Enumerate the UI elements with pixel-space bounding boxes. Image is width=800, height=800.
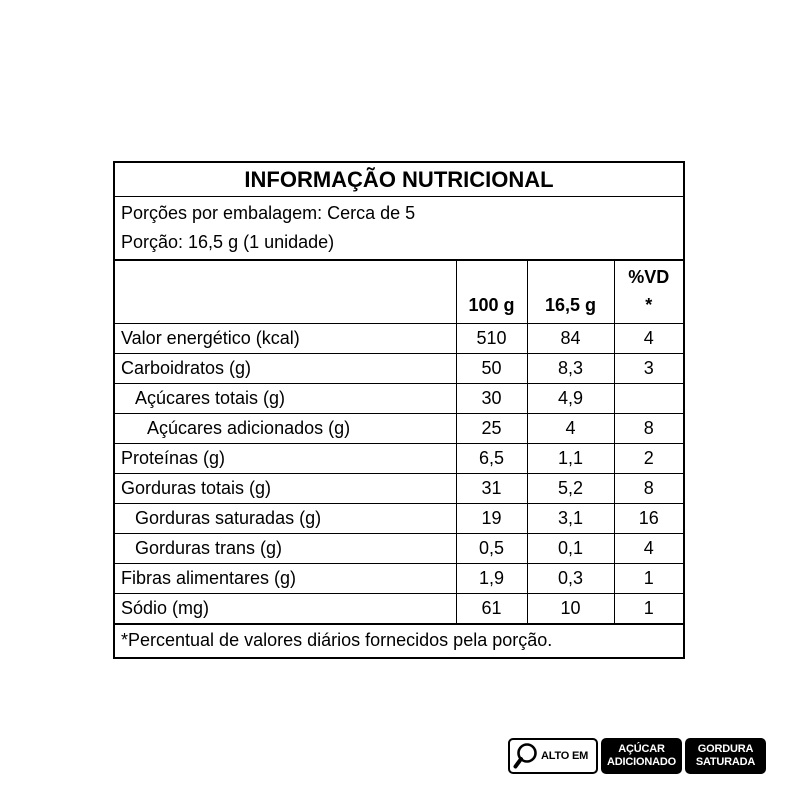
nutrient-name: Sódio (mg) xyxy=(115,594,456,624)
header-vd-label: %VD xyxy=(628,267,670,287)
value-vd: 8 xyxy=(614,474,683,504)
table-row xyxy=(115,414,683,444)
table-row xyxy=(115,384,683,414)
value-100g: 50 xyxy=(456,354,527,384)
value-100g: 19 xyxy=(456,504,527,534)
value-vd: 8 xyxy=(614,414,683,444)
table-footnote: *Percentual de valores diários fornecidos pela porção. xyxy=(115,624,683,657)
nutrient-table xyxy=(115,261,683,624)
serving-info xyxy=(115,197,683,261)
header-vd-asterisk: * xyxy=(645,295,653,315)
value-100g: 0,5 xyxy=(456,534,527,564)
warning-line2: ADICIONADO xyxy=(607,756,676,768)
value-100g: 31 xyxy=(456,474,527,504)
value-portion: 0,3 xyxy=(527,564,614,594)
table-row xyxy=(115,534,683,564)
table-row xyxy=(115,474,683,504)
table-row xyxy=(115,564,683,594)
header-vd xyxy=(614,261,683,324)
nutrient-name: Fibras alimentares (g) xyxy=(115,564,456,594)
value-100g: 6,5 xyxy=(456,444,527,474)
column-header-row xyxy=(115,261,683,324)
value-vd: 1 xyxy=(614,564,683,594)
value-vd: 2 xyxy=(614,444,683,474)
saturated-fat-warning xyxy=(685,738,766,774)
table-row xyxy=(115,594,683,624)
table-row xyxy=(115,354,683,384)
value-portion: 4 xyxy=(527,414,614,444)
added-sugar-warning xyxy=(601,738,682,774)
value-portion: 0,1 xyxy=(527,534,614,564)
magnifier-icon xyxy=(513,742,539,770)
table-row xyxy=(115,504,683,534)
nutrient-name: Carboidratos (g) xyxy=(115,354,456,384)
high-in-label: ALTO EM xyxy=(541,750,589,762)
value-portion: 3,1 xyxy=(527,504,614,534)
table-row xyxy=(115,324,683,354)
nutrient-name: Gorduras trans (g) xyxy=(115,534,456,564)
value-portion: 4,9 xyxy=(527,384,614,414)
nutrition-facts-table xyxy=(113,161,685,659)
nutrient-name: Gorduras totais (g) xyxy=(115,474,456,504)
serving-size: Porção: 16,5 g (1 unidade) xyxy=(121,232,335,252)
header-portion: 16,5 g xyxy=(527,261,614,324)
value-100g: 510 xyxy=(456,324,527,354)
warning-line1: GORDURA xyxy=(697,743,754,755)
nutrient-name: Gorduras saturadas (g) xyxy=(115,504,456,534)
table-row xyxy=(115,444,683,474)
warning-line1: AÇÚCAR xyxy=(618,743,665,755)
header-100g: 100 g xyxy=(456,261,527,324)
blank-header-cell xyxy=(115,261,456,324)
value-portion: 8,3 xyxy=(527,354,614,384)
servings-per-package: Porções por embalagem: Cerca de 5 xyxy=(121,203,416,223)
value-vd: 3 xyxy=(614,354,683,384)
nutrient-name: Valor energético (kcal) xyxy=(115,324,456,354)
front-label-warning-seal xyxy=(508,738,768,774)
value-portion: 10 xyxy=(527,594,614,624)
nutrient-name: Açúcares totais (g) xyxy=(115,384,456,414)
warning-line2: SATURADA xyxy=(695,756,756,768)
value-vd xyxy=(614,384,683,414)
value-portion: 5,2 xyxy=(527,474,614,504)
value-vd: 4 xyxy=(614,324,683,354)
value-100g: 1,9 xyxy=(456,564,527,594)
value-100g: 30 xyxy=(456,384,527,414)
high-in-badge xyxy=(508,738,598,774)
value-100g: 61 xyxy=(456,594,527,624)
value-100g: 25 xyxy=(456,414,527,444)
table-title: INFORMAÇÃO NUTRICIONAL xyxy=(115,163,683,197)
value-portion: 84 xyxy=(527,324,614,354)
value-portion: 1,1 xyxy=(527,444,614,474)
value-vd: 16 xyxy=(614,504,683,534)
value-vd: 4 xyxy=(614,534,683,564)
value-vd: 1 xyxy=(614,594,683,624)
nutrient-name: Açúcares adicionados (g) xyxy=(115,414,456,444)
nutrient-name: Proteínas (g) xyxy=(115,444,456,474)
